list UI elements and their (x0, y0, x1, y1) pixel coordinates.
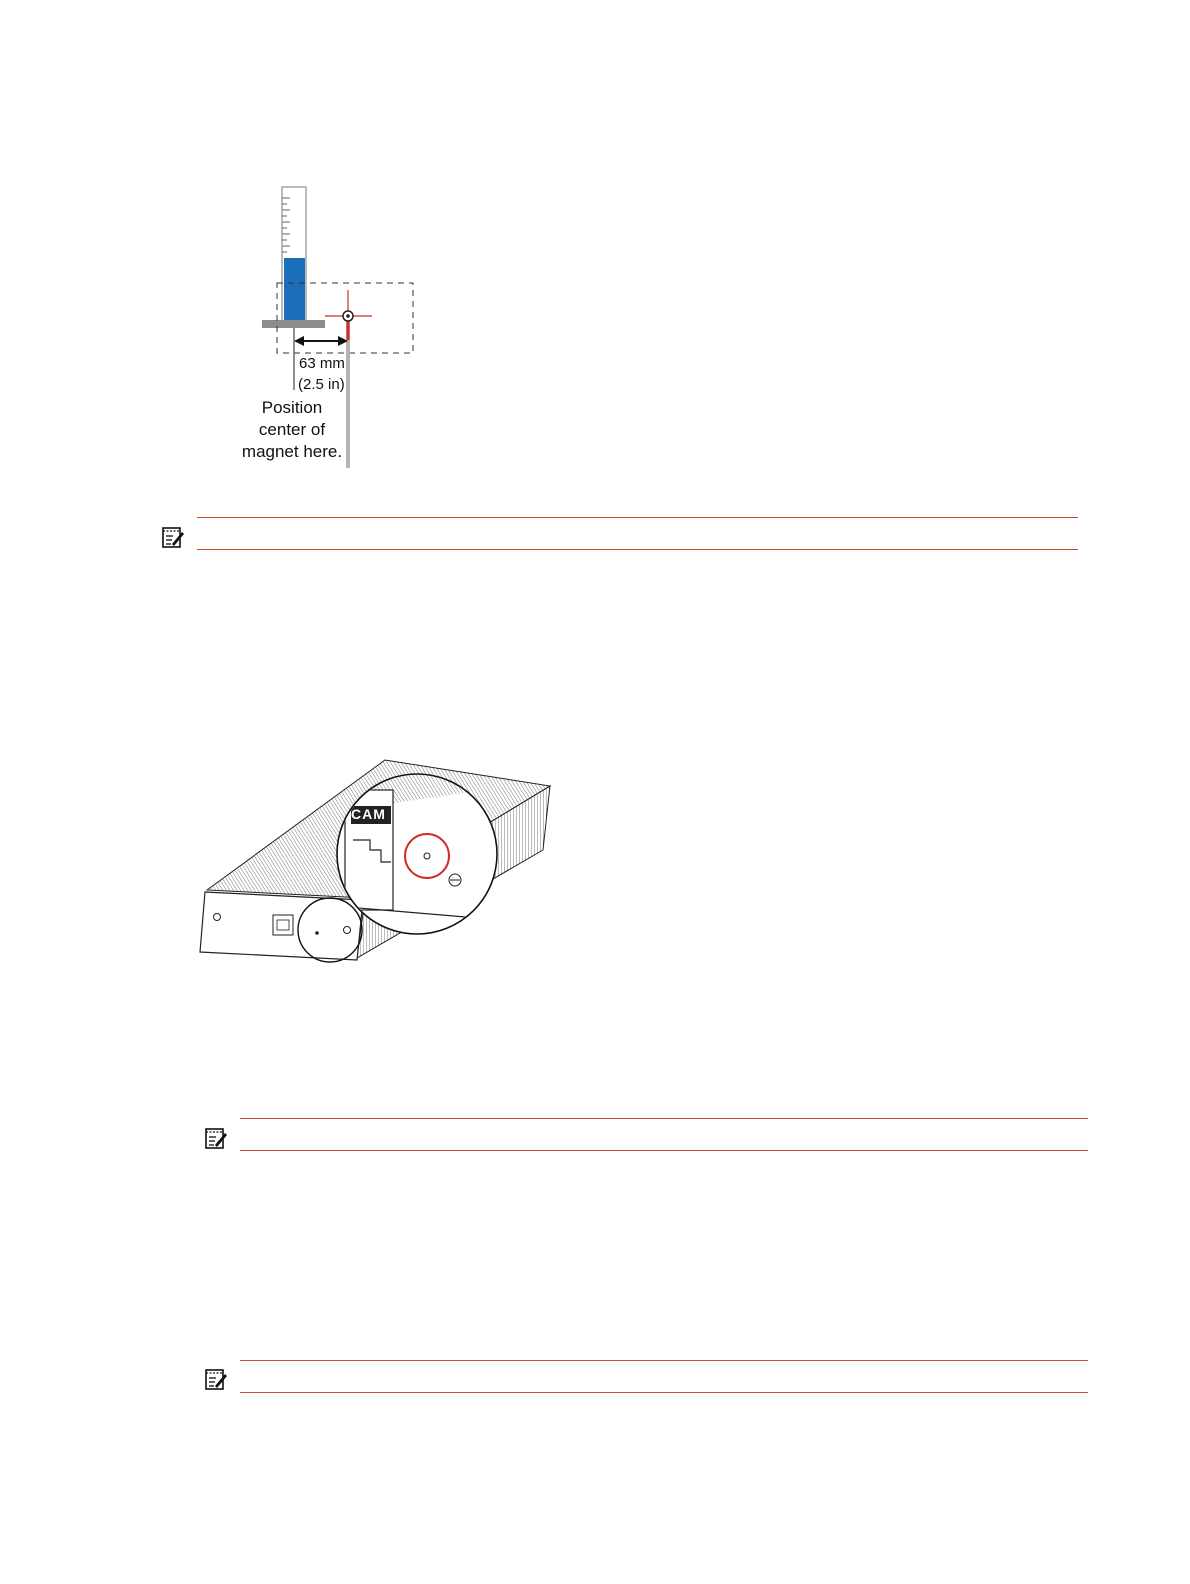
device-port-figure (195, 750, 555, 970)
note-pad-icon (204, 1367, 228, 1391)
note-2-top-rule (240, 1118, 1088, 1119)
note-1-top-rule (197, 517, 1078, 518)
caption-line-2: center of (258, 420, 326, 439)
device-illustration (195, 750, 555, 970)
dimension-in-label: (2.5 in) (298, 376, 345, 393)
note-1-bottom-rule (197, 549, 1078, 550)
mounting-plate (262, 320, 325, 328)
dimension-mm-label: 63 mm (299, 355, 345, 372)
caption-line-1: Position (261, 398, 323, 417)
camera-bar (284, 258, 305, 328)
note-pad-icon (161, 525, 185, 549)
caption-line-3: magnet here. (241, 442, 343, 461)
note-pad-icon (204, 1126, 228, 1150)
note-3-top-rule (240, 1360, 1088, 1361)
note-2-bottom-rule (240, 1150, 1088, 1151)
port-label: CAM (351, 806, 386, 822)
note-3-bottom-rule (240, 1392, 1088, 1393)
